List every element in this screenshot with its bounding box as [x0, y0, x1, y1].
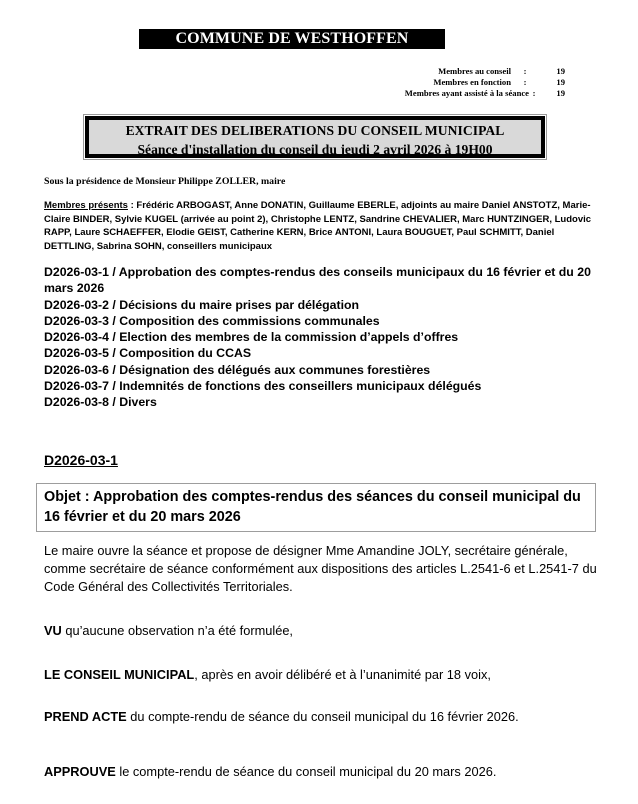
membres-label: Membres présents: [44, 200, 128, 211]
stat-row: [405, 66, 565, 77]
stat-label: Membres au conseil: [438, 66, 511, 76]
vu-paragraph: [44, 622, 604, 640]
agenda-list: [44, 264, 604, 411]
conseil-paragraph: [44, 666, 604, 684]
prend-acte-paragraph: [44, 708, 604, 726]
vu-keyword: VU: [44, 623, 62, 638]
stat-row: [405, 77, 565, 88]
stat-sep: :: [523, 77, 527, 87]
members-stats: [405, 66, 565, 99]
commune-banner: [139, 29, 445, 49]
conseil-keyword: LE CONSEIL MUNICIPAL: [44, 667, 195, 682]
stat-sep: :: [523, 66, 527, 76]
extract-subtitle: Séance d'installation du conseil du jeudi 2 avril 2026 à 19H00: [137, 142, 493, 157]
agenda-item: D2026-03-1 / Approbation des comptes-rendus des conseils municipaux du 16 février et du 20 mars 2026: [44, 265, 591, 296]
conseil-text: , après en avoir délibéré et à l’unanimité par 18 voix,: [194, 667, 491, 682]
agenda-item: D2026-03-5 / Composition du CCAS: [44, 346, 252, 361]
stat-value: 19: [556, 88, 565, 98]
stat-value: 19: [556, 77, 565, 87]
deliberation-id: D2026-03-1: [44, 452, 118, 468]
agenda-item: D2026-03-6 / Désignation des délégués aux communes forestières: [44, 362, 431, 377]
stat-value: 19: [556, 66, 565, 76]
agenda-item: D2026-03-7 / Indemnités de fonctions des conseillers municipaux délégués: [44, 379, 482, 394]
agenda-item: D2026-03-8 / Divers: [44, 395, 157, 410]
approuve-keyword: APPROUVE: [44, 764, 116, 779]
vu-text: qu’aucune observation n’a été formulée,: [61, 623, 293, 638]
objet-box: [36, 483, 596, 532]
agenda-item: D2026-03-4 / Election des membres de la commission d’appels d’offres: [44, 330, 459, 345]
stat-sep: :: [532, 88, 536, 98]
objet-text: Objet : Approbation des comptes-rendus des séances du conseil municipal du 16 février et du 20 mars 2026: [44, 489, 581, 525]
prend-acte-keyword: PREND ACTE: [44, 709, 127, 724]
membres-presents: [44, 199, 604, 253]
extract-title: EXTRAIT DES DELIBERATIONS DU CONSEIL MUNICIPAL: [125, 123, 505, 138]
stat-label: Membres en fonction: [433, 77, 511, 87]
approuve-paragraph: [44, 763, 604, 781]
intro-paragraph: Le maire ouvre la séance et propose de désigner Mme Amandine JOLY, secrétaire générale, comme secrétaire de séance conformément aux dispositions des articles L.2541-6 et L.2541-7 du Code Général des Collectivités Territoriales.: [44, 543, 597, 595]
commune-title: COMMUNE DE WESTHOFFEN: [175, 30, 409, 47]
agenda-item: D2026-03-3 / Composition des commissions communales: [44, 313, 380, 328]
approuve-text: le compte-rendu de séance du conseil municipal du 20 mars 2026.: [115, 764, 497, 779]
membres-list: : Frédéric ARBOGAST, Anne DONATIN, Guillaume EBERLE, adjoints au maire Daniel ANSTOTZ, Marie-Claire BINDER, Sylvie KUGEL (arrivée au point 2), Christophe LENTZ, Sandrine CHEVALIER, Marc HUNTZINGER, Ludovic RAPP, Laure SCHAEFFER, Elodie GEIST, Catherine KERN, Brice ANTONI, Laura BOUGUET, Paul SCHMITT, Daniel DETTLING, Sabrina SOHN, conseillers municipaux: [44, 200, 592, 252]
extract-box: [85, 116, 545, 158]
prend-acte-text: du compte-rendu de séance du conseil municipal du 16 février 2026.: [126, 709, 519, 724]
stat-label: Membres ayant assisté à la séance: [404, 88, 529, 98]
agenda-item: D2026-03-2 / Décisions du maire prises par délégation: [44, 297, 360, 312]
stat-row: [405, 88, 565, 99]
presidence: Sous la présidence de Monsieur Philippe ZOLLER, maire: [44, 176, 286, 187]
